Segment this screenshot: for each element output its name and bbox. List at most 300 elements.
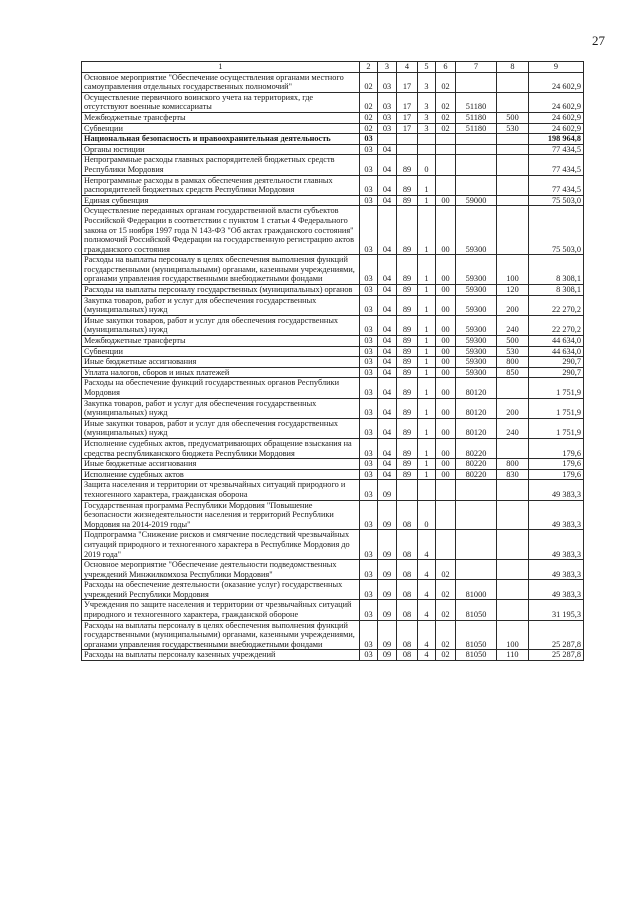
subsection-code-cell [378,134,397,145]
subprogram-code-cell: 1 [418,418,436,438]
subsection-code-cell: 09 [378,480,397,500]
direction-code-cell [456,155,497,175]
amount-cell: 49 383,3 [529,560,584,580]
table-row [82,295,584,315]
subsection-code-cell: 04 [378,144,397,155]
event-code-cell: 00 [436,469,456,480]
amount-cell: 24 602,9 [529,123,584,134]
subsection-code-cell: 04 [378,459,397,470]
row-name-cell: Государственная программа Республики Мордовия "Повышение безопасности жизнедеятельности населения и территорий Республики Мордовия на 2014-2019 годы" [82,500,360,530]
amount-cell: 8 308,1 [529,285,584,296]
amount-cell: 24 602,9 [529,92,584,112]
table-row [82,315,584,335]
subprogram-code-cell: 3 [418,112,436,123]
direction-code-cell: 80120 [456,398,497,418]
row-name-cell: Расходы на обеспечение функций государственных органов Республики Мордовия [82,378,360,398]
row-name-cell: Единая субвенция [82,195,360,206]
direction-code-cell: 59300 [456,285,497,296]
amount-cell: 31 195,3 [529,600,584,620]
row-name-cell: Непрограммные расходы в рамках обеспечения деятельности главных распорядителей бюджетных средств Республики Мордовия [82,175,360,195]
row-name-cell: Иные бюджетные ассигнования [82,357,360,368]
event-code-cell: 02 [436,580,456,600]
section-code-cell: 03 [360,438,378,458]
direction-code-cell: 80220 [456,469,497,480]
amount-cell: 1 751,9 [529,398,584,418]
subprogram-code-cell [418,144,436,155]
subsection-code-cell: 04 [378,438,397,458]
row-name-cell: Межбюджетные трансферты [82,112,360,123]
event-code-cell: 00 [436,206,456,255]
program-code-cell: 89 [397,336,418,347]
subprogram-code-cell: 1 [418,255,436,285]
expense-type-cell: 800 [497,357,529,368]
expense-type-cell: 200 [497,398,529,418]
program-code-cell: 08 [397,560,418,580]
header-cell: 3 [378,62,397,73]
direction-code-cell: 59300 [456,295,497,315]
subsection-code-cell: 04 [378,255,397,285]
section-code-cell: 03 [360,398,378,418]
table-row [82,459,584,470]
direction-code-cell: 59300 [456,367,497,378]
event-code-cell: 00 [436,459,456,470]
amount-cell: 25 287,8 [529,620,584,650]
row-name-cell: Расходы на выплаты персоналу казенных учреждений [82,650,360,661]
expense-type-cell [497,144,529,155]
header-cell: 2 [360,62,378,73]
program-code-cell: 89 [397,346,418,357]
header-cell: 8 [497,62,529,73]
program-code-cell: 89 [397,206,418,255]
amount-cell: 290,7 [529,367,584,378]
subprogram-code-cell: 1 [418,315,436,335]
program-code-cell [397,480,418,500]
table-row [82,144,584,155]
program-code-cell: 08 [397,600,418,620]
subprogram-code-cell [418,480,436,500]
program-code-cell: 17 [397,92,418,112]
subprogram-code-cell: 4 [418,530,436,560]
program-code-cell: 89 [397,295,418,315]
subprogram-code-cell: 4 [418,600,436,620]
subsection-code-cell: 09 [378,650,397,661]
event-code-cell: 02 [436,112,456,123]
amount-cell: 49 383,3 [529,580,584,600]
section-code-cell: 02 [360,123,378,134]
row-name-cell: Защита населения и территории от чрезвычайных ситуаций природного и техногенного характера, гражданская оборона [82,480,360,500]
event-code-cell: 02 [436,92,456,112]
subprogram-code-cell: 3 [418,92,436,112]
amount-cell: 77 434,5 [529,155,584,175]
amount-cell: 75 503,0 [529,206,584,255]
section-code-cell: 03 [360,650,378,661]
expense-type-cell: 530 [497,123,529,134]
event-code-cell [436,480,456,500]
expense-type-cell: 100 [497,255,529,285]
direction-code-cell: 51180 [456,92,497,112]
event-code-cell: 00 [436,367,456,378]
program-code-cell: 17 [397,112,418,123]
section-code-cell: 03 [360,346,378,357]
program-code-cell: 89 [397,418,418,438]
program-code-cell: 08 [397,620,418,650]
direction-code-cell [456,144,497,155]
subsection-code-cell: 04 [378,378,397,398]
expense-type-cell: 120 [497,285,529,296]
event-code-cell: 00 [436,357,456,368]
table-row [82,336,584,347]
table-row [82,123,584,134]
amount-cell: 49 383,3 [529,480,584,500]
row-name-cell: Основное мероприятие "Обеспечение осуществления органами местного самоуправления отдельных государственных полномочий" [82,72,360,92]
section-code-cell: 03 [360,367,378,378]
direction-code-cell: 81000 [456,580,497,600]
expense-type-cell: 530 [497,346,529,357]
event-code-cell [436,500,456,530]
section-code-cell: 03 [360,295,378,315]
direction-code-cell: 59300 [456,206,497,255]
section-code-cell: 03 [360,315,378,335]
direction-code-cell [456,134,497,145]
row-name-cell: Расходы на выплаты персоналу в целях обеспечения выполнения функций государственными (муниципальными) органами, казенными учреждениями, органами управления государственными внебюджетными фондами [82,255,360,285]
amount-cell: 8 308,1 [529,255,584,285]
event-code-cell: 00 [436,346,456,357]
amount-cell: 44 634,0 [529,336,584,347]
direction-code-cell: 59300 [456,346,497,357]
amount-cell: 198 964,8 [529,134,584,145]
direction-code-cell: 59300 [456,315,497,335]
table-row [82,480,584,500]
section-code-cell: 03 [360,620,378,650]
section-code-cell: 03 [360,175,378,195]
section-code-cell: 03 [360,144,378,155]
section-code-cell: 03 [360,357,378,368]
expense-type-cell [497,580,529,600]
section-code-cell: 03 [360,480,378,500]
event-code-cell: 00 [436,418,456,438]
subsection-code-cell: 04 [378,206,397,255]
expense-type-cell: 500 [497,112,529,123]
event-code-cell: 00 [436,285,456,296]
row-name-cell: Закупка товаров, работ и услуг для обеспечения государственных (муниципальных) нужд [82,295,360,315]
expense-type-cell [497,530,529,560]
program-code-cell: 89 [397,175,418,195]
row-name-cell: Подпрограмма "Снижение рисков и смягчение последствий чрезвычайных ситуаций природного и техногенного характера в Республике Мордовия до 2019 года" [82,530,360,560]
expense-type-cell: 800 [497,459,529,470]
direction-code-cell: 80220 [456,438,497,458]
subsection-code-cell: 09 [378,620,397,650]
subprogram-code-cell: 1 [418,367,436,378]
section-code-cell: 03 [360,378,378,398]
direction-code-cell [456,480,497,500]
table-row [82,560,584,580]
table-row [82,285,584,296]
row-name-cell: Национальная безопасность и правоохранительная деятельность [82,134,360,145]
program-code-cell: 89 [397,469,418,480]
amount-cell: 25 287,8 [529,650,584,661]
subprogram-code-cell: 1 [418,195,436,206]
amount-cell: 22 270,2 [529,295,584,315]
expense-type-cell [497,438,529,458]
amount-cell: 75 503,0 [529,195,584,206]
subprogram-code-cell: 4 [418,580,436,600]
table-row [82,346,584,357]
row-name-cell: Иные бюджетные ассигнования [82,459,360,470]
subsection-code-cell: 04 [378,418,397,438]
program-code-cell: 89 [397,459,418,470]
section-code-cell: 03 [360,500,378,530]
row-name-cell: Основное мероприятие "Обеспечение деятельности подведомственных учреждений Минжилкомхоза Республики Мордовия" [82,560,360,580]
subsection-code-cell: 09 [378,530,397,560]
expense-type-cell [497,134,529,145]
subprogram-code-cell: 3 [418,123,436,134]
row-name-cell: Субвенции [82,346,360,357]
amount-cell: 179,6 [529,438,584,458]
subsection-code-cell: 04 [378,285,397,296]
amount-cell: 49 383,3 [529,500,584,530]
event-code-cell: 02 [436,72,456,92]
program-code-cell: 89 [397,398,418,418]
direction-code-cell: 81050 [456,600,497,620]
row-name-cell: Иные закупки товаров, работ и услуг для обеспечения государственных (муниципальных) нужд [82,418,360,438]
row-name-cell: Непрограммные расходы главных распорядителей бюджетных средств Республики Мордовия [82,155,360,175]
subsection-code-cell: 09 [378,500,397,530]
section-code-cell: 03 [360,285,378,296]
direction-code-cell: 81050 [456,620,497,650]
subsection-code-cell: 04 [378,398,397,418]
amount-cell: 77 434,5 [529,175,584,195]
table-row [82,580,584,600]
subsection-code-cell: 03 [378,112,397,123]
table-row [82,195,584,206]
header-cell: 4 [397,62,418,73]
table-header-row [82,62,584,73]
section-code-cell: 03 [360,580,378,600]
row-name-cell: Расходы на обеспечение деятельности (оказание услуг) государственных учреждений Республики Мордовия [82,580,360,600]
section-code-cell: 03 [360,459,378,470]
expense-type-cell: 110 [497,650,529,661]
program-code-cell: 89 [397,378,418,398]
subprogram-code-cell: 1 [418,295,436,315]
event-code-cell: 02 [436,123,456,134]
subsection-code-cell: 03 [378,72,397,92]
expense-type-cell [497,92,529,112]
event-code-cell: 00 [436,295,456,315]
program-code-cell: 08 [397,650,418,661]
program-code-cell [397,144,418,155]
expense-type-cell [497,560,529,580]
section-code-cell: 03 [360,134,378,145]
direction-code-cell: 80120 [456,378,497,398]
expense-type-cell [497,480,529,500]
table-row [82,650,584,661]
direction-code-cell: 59300 [456,255,497,285]
section-code-cell: 02 [360,112,378,123]
expense-type-cell: 100 [497,620,529,650]
program-code-cell: 89 [397,155,418,175]
subsection-code-cell: 09 [378,560,397,580]
subprogram-code-cell: 0 [418,500,436,530]
direction-code-cell [456,175,497,195]
event-code-cell: 02 [436,560,456,580]
subsection-code-cell: 09 [378,600,397,620]
row-name-cell: Уплата налогов, сборов и иных платежей [82,367,360,378]
expense-type-cell: 850 [497,367,529,378]
table-row [82,469,584,480]
subprogram-code-cell: 1 [418,378,436,398]
subsection-code-cell: 04 [378,315,397,335]
program-code-cell: 17 [397,72,418,92]
section-code-cell: 03 [360,195,378,206]
program-code-cell: 08 [397,500,418,530]
row-name-cell: Органы юстиции [82,144,360,155]
subsection-code-cell: 04 [378,346,397,357]
section-code-cell: 03 [360,469,378,480]
direction-code-cell: 81050 [456,650,497,661]
subsection-code-cell: 09 [378,580,397,600]
subprogram-code-cell: 1 [418,336,436,347]
expense-type-cell: 240 [497,315,529,335]
direction-code-cell: 80220 [456,459,497,470]
subprogram-code-cell: 0 [418,155,436,175]
subsection-code-cell: 04 [378,469,397,480]
row-name-cell: Осуществление переданных органам государственной власти субъектов Российской Федерации в соответствии с пунктом 1 статьи 4 Федерального закона от 15 ноября 1997 года N 143-ФЗ "Об актах гражданского состояния" полномочий Российской Федерации на государственную регистрацию актов гражданского состояния [82,206,360,255]
program-code-cell: 89 [397,357,418,368]
expense-type-cell [497,175,529,195]
amount-cell: 49 383,3 [529,530,584,560]
expense-type-cell [497,195,529,206]
program-code-cell: 89 [397,255,418,285]
event-code-cell: 02 [436,600,456,620]
amount-cell: 290,7 [529,357,584,368]
event-code-cell: 00 [436,378,456,398]
amount-cell: 24 602,9 [529,72,584,92]
subsection-code-cell: 04 [378,295,397,315]
table-row [82,134,584,145]
subprogram-code-cell: 1 [418,438,436,458]
header-cell: 7 [456,62,497,73]
subprogram-code-cell: 1 [418,285,436,296]
table-row [82,155,584,175]
subprogram-code-cell: 4 [418,560,436,580]
table-row [82,620,584,650]
direction-code-cell [456,500,497,530]
table-row [82,175,584,195]
row-name-cell: Осуществление первичного воинского учета на территориях, где отсутствуют военные комиссариаты [82,92,360,112]
page-number: 27 [592,33,605,48]
amount-cell: 179,6 [529,469,584,480]
expense-type-cell [497,155,529,175]
amount-cell: 179,6 [529,459,584,470]
event-code-cell: 00 [436,255,456,285]
amount-cell: 24 602,9 [529,112,584,123]
table-row [82,398,584,418]
amount-cell: 1 751,9 [529,378,584,398]
amount-cell: 1 751,9 [529,418,584,438]
direction-code-cell [456,560,497,580]
program-code-cell: 89 [397,285,418,296]
subprogram-code-cell: 4 [418,650,436,661]
event-code-cell [436,144,456,155]
direction-code-cell: 51180 [456,112,497,123]
expense-type-cell [497,72,529,92]
row-name-cell: Расходы на выплаты персоналу в целях обеспечения выполнения функций государственными (муниципальными) органами, казенными учреждениями, органами управления государственными внебюджетными фондами [82,620,360,650]
event-code-cell: 00 [436,336,456,347]
row-name-cell: Учреждения по защите населения и территории от чрезвычайных ситуаций природного и техногенного характера, гражданской обороне [82,600,360,620]
expense-type-cell: 200 [497,295,529,315]
header-cell: 9 [529,62,584,73]
table-row [82,600,584,620]
section-code-cell: 03 [360,600,378,620]
table-body [82,72,584,660]
table-row [82,206,584,255]
direction-code-cell [456,72,497,92]
subprogram-code-cell: 4 [418,620,436,650]
expense-type-cell: 830 [497,469,529,480]
subprogram-code-cell: 1 [418,206,436,255]
event-code-cell: 00 [436,398,456,418]
table-row [82,378,584,398]
subsection-code-cell: 04 [378,155,397,175]
event-code-cell: 00 [436,195,456,206]
table-row [82,92,584,112]
row-name-cell: Иные закупки товаров, работ и услуг для обеспечения государственных (муниципальных) нужд [82,315,360,335]
subsection-code-cell: 04 [378,336,397,347]
subsection-code-cell: 03 [378,123,397,134]
program-code-cell: 08 [397,580,418,600]
row-name-cell: Исполнение судебных актов [82,469,360,480]
direction-code-cell: 59000 [456,195,497,206]
table-row [82,530,584,560]
event-code-cell: 02 [436,620,456,650]
header-cell: 6 [436,62,456,73]
subprogram-code-cell: 1 [418,398,436,418]
row-name-cell: Расходы на выплаты персоналу государственных (муниципальных) органов [82,285,360,296]
subsection-code-cell: 03 [378,92,397,112]
subprogram-code-cell: 1 [418,459,436,470]
event-code-cell: 00 [436,315,456,335]
event-code-cell [436,530,456,560]
row-name-cell: Закупка товаров, работ и услуг для обеспечения государственных (муниципальных) нужд [82,398,360,418]
row-name-cell: Субвенции [82,123,360,134]
row-name-cell: Межбюджетные трансферты [82,336,360,347]
event-code-cell [436,175,456,195]
subprogram-code-cell: 1 [418,175,436,195]
program-code-cell: 89 [397,195,418,206]
section-code-cell: 03 [360,206,378,255]
section-code-cell: 03 [360,155,378,175]
subsection-code-cell: 04 [378,367,397,378]
section-code-cell: 03 [360,560,378,580]
subprogram-code-cell [418,134,436,145]
expense-type-cell [497,206,529,255]
program-code-cell [397,134,418,145]
table-row [82,438,584,458]
direction-code-cell: 80120 [456,418,497,438]
expense-type-cell: 240 [497,418,529,438]
event-code-cell [436,134,456,145]
subsection-code-cell: 04 [378,195,397,206]
table-row [82,112,584,123]
subprogram-code-cell: 1 [418,469,436,480]
table-row [82,500,584,530]
header-cell: 5 [418,62,436,73]
expense-type-cell [497,378,529,398]
table-row [82,367,584,378]
subsection-code-cell: 04 [378,175,397,195]
budget-table [81,61,584,661]
table-row [82,255,584,285]
